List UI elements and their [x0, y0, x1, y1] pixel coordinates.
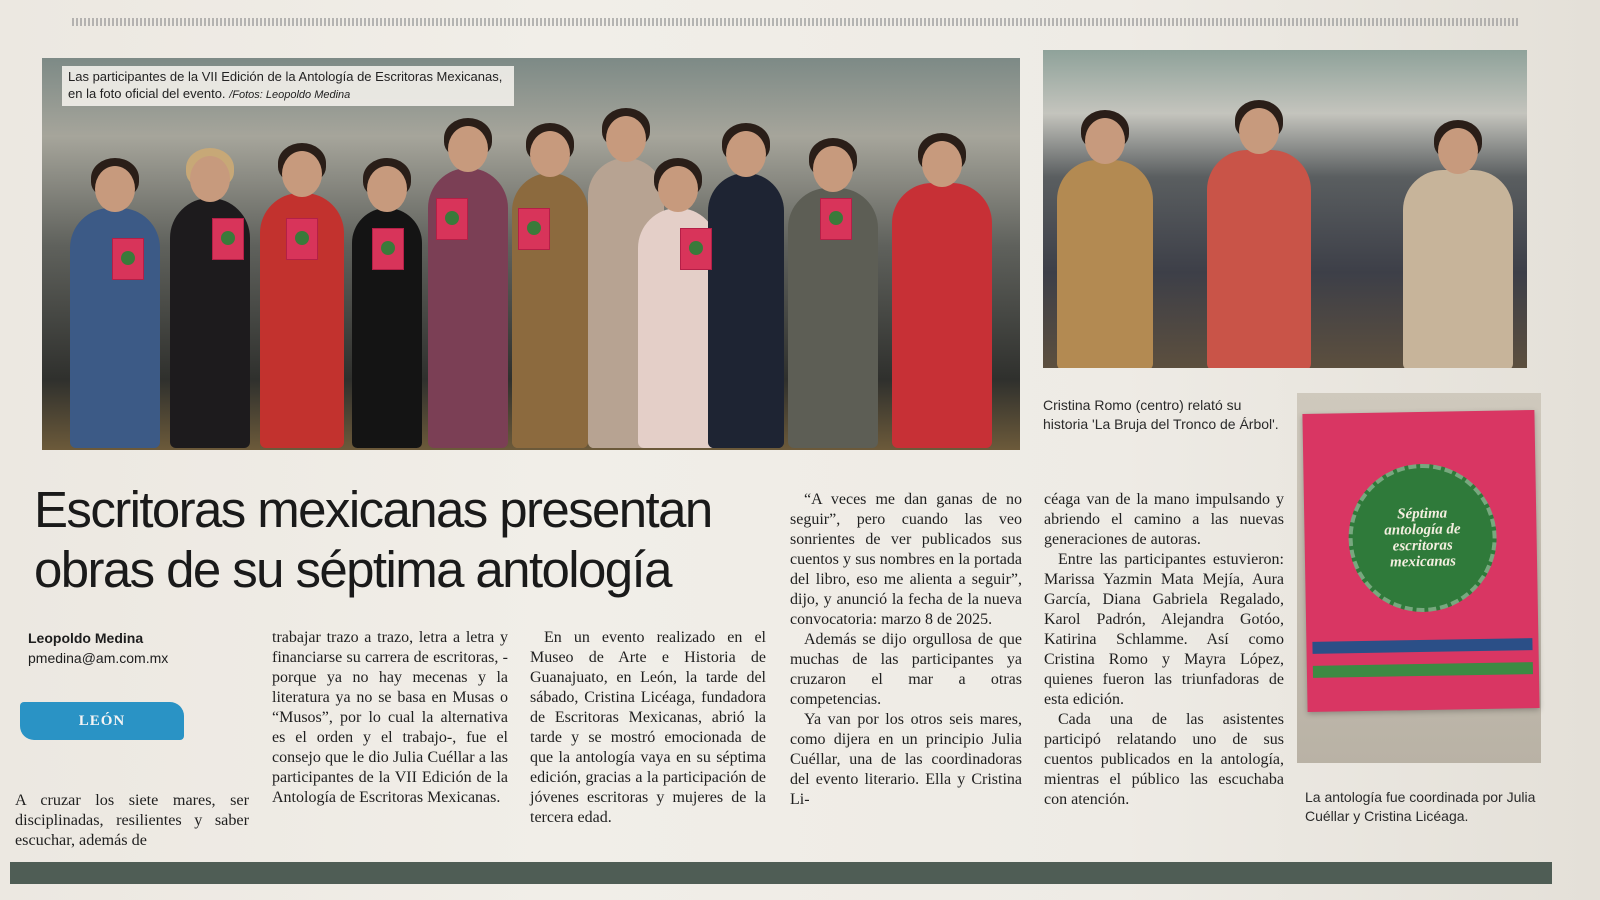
book-icon [112, 238, 144, 280]
cover-emblem [1347, 463, 1498, 614]
paragraph: céaga van de la mano impulsando y abriendo el camino a las nuevas generaciones de autoras. [1044, 491, 1284, 548]
paragraph: A cruzar los siete mares, ser disciplinadas, resilientes y saber escuchar, además de [15, 791, 249, 849]
cover-title: Séptima antología de escritoras mexicanas [1384, 505, 1461, 571]
article-column-4 [790, 490, 1022, 810]
paragraph: trabajar trazo a trazo, letra a letra y financiarse su carrera de escritoras, -porque ya no hay mecenas y la literatura ya no se basa en Musas o “Musos”, por lo cual la alternativa es el orden y el trabajo-, fue el consejo que le dio Julia Cuéllar a las participantes de la VII Edición de la Antología de Escritoras Mexicanas. [272, 629, 508, 806]
cover-strip [1313, 662, 1533, 678]
photo-credit: /Fotos: Leopoldo Medina [229, 89, 351, 101]
book-photo-caption: La antología fue coordinada por Julia Cuéllar y Cristina Licéaga. [1305, 789, 1536, 824]
book-icon [820, 198, 852, 240]
cover-strip [1312, 638, 1532, 654]
paragraph: “A veces me dan ganas de no seguir”, pero cuando las veo sonrientes de ver publicados sus cuentos y sus nombres en la portada del libro, eso me alienta a seguir”, dijo, y anunció la fecha de la nueva convocatoria: marzo 8 de 2025. [790, 491, 1022, 628]
paragraph: En un evento realizado en el Museo de Arte e Historia de Guanajuato, en León, la tarde del sábado, Cristina Licéaga, fundadora de Escritoras Mexicanas, abrió la tarde y se mostró emocionada de que la antología vaya en su séptima edición, gracias a la participación de jóvenes escritoras y mujeres de la tercera edad. [530, 629, 766, 826]
article-column-1 [15, 790, 249, 850]
book-icon [436, 198, 468, 240]
author-email: pmedina@am.com.mx [28, 650, 169, 666]
author-name: Leopoldo Medina [28, 630, 144, 646]
bottom-band [10, 862, 1552, 884]
book-cover [1302, 410, 1539, 712]
top-rule [72, 18, 1518, 26]
article-column-2 [272, 628, 508, 808]
book-icon [518, 208, 550, 250]
section-tag: LEÓN [20, 702, 184, 740]
group-photo-caption [62, 66, 514, 106]
paragraph: Además se dijo orgullosa de que muchas de las participantes ya cruzaron el mar a otras competencias. [790, 631, 1022, 708]
paragraph: Ya van por los otros seis mares, como dijera en un principio Julia Cuéllar, una de las coordinadoras del evento literario. Ella y Cristina Li- [790, 711, 1022, 808]
group-photo [42, 58, 1020, 450]
book-icon [212, 218, 244, 260]
article-column-3 [530, 628, 766, 828]
person-figure [708, 173, 784, 448]
person-figure [1403, 170, 1513, 368]
paragraph: Cada una de las asistentes participó relatando uno de sus cuentos publicados en la antología, mientras el público las escuchaba con atención. [1044, 711, 1284, 808]
reading-photo-caption: Cristina Romo (centro) relató su historia 'La Bruja del Tronco de Árbol'. [1043, 397, 1279, 432]
paragraph: Entre las participantes estuvieron: Marissa Yazmin Mata Mejía, Aura García, Diana Gabriela Regalado, Karol Padrón, Alejandra Gotóo, Katirina Schlamme. Así como Cristina Romo y Mayra López, quienes fueron las triunfadoras de esta edición. [1044, 551, 1284, 708]
reading-photo [1043, 50, 1527, 368]
article-column-5 [1044, 490, 1284, 810]
book-icon [286, 218, 318, 260]
article-headline: Escritoras mexicanas presentan obras de su séptima antología [34, 481, 712, 598]
person-figure [1057, 160, 1153, 368]
book-icon [680, 228, 712, 270]
caption-text: Las participantes de la VII Edición de la Antología de Escritoras Mexicanas, en la foto oficial del evento. [68, 69, 503, 101]
person-figure [1207, 150, 1311, 368]
book-icon [372, 228, 404, 270]
person-figure [892, 183, 992, 448]
